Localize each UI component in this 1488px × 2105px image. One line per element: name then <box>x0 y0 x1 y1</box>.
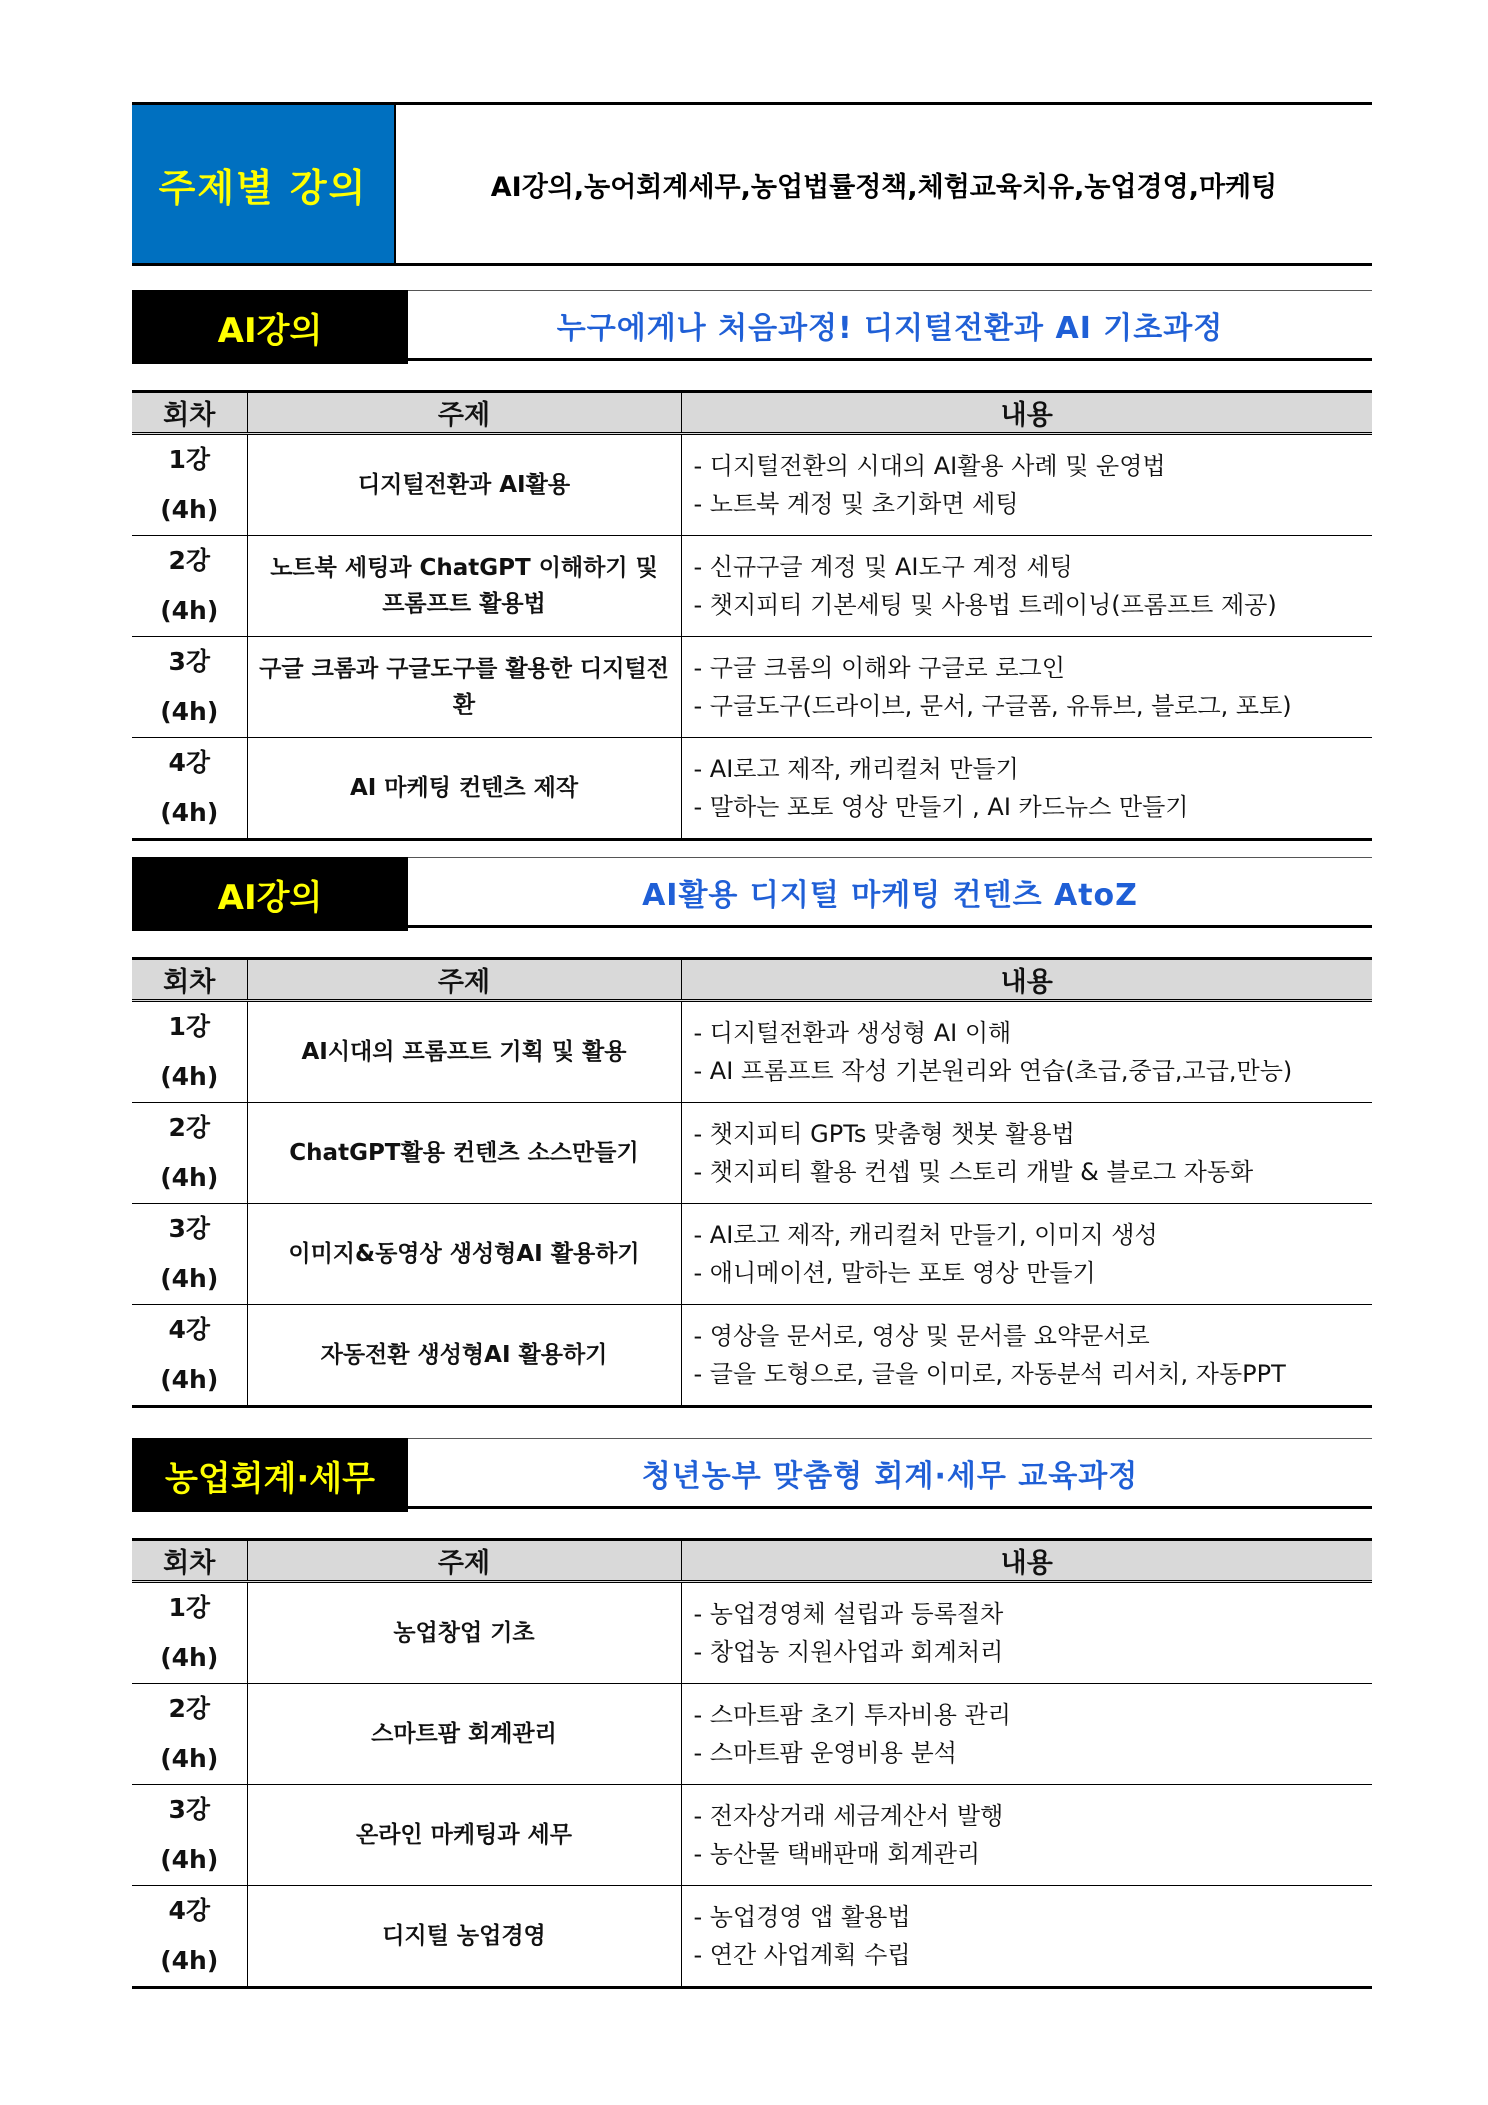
topic-cell: 자동전환 생성형AI 활용하기 <box>247 1305 681 1407</box>
round-hours: (4h) <box>160 1163 219 1192</box>
round-cell <box>132 1886 247 1988</box>
round-hours: (4h) <box>160 1845 219 1874</box>
content-line: - 농산물 택배판매 회계관리 <box>693 1840 981 1868</box>
table-header-row <box>132 959 1372 1001</box>
content-line: - AI 프롬프트 작성 기본원리와 연습(초급,중급,고급,만능) <box>693 1057 1293 1085</box>
section-banner <box>132 290 1372 364</box>
round-hours: (4h) <box>160 495 219 524</box>
round-cell <box>132 1103 247 1204</box>
round-hours: (4h) <box>160 1946 219 1975</box>
table-header-row <box>132 392 1372 434</box>
round-label: 1강 <box>168 445 211 474</box>
round-cell <box>132 1001 247 1103</box>
round-hours: (4h) <box>160 1744 219 1773</box>
content-line: - AI로고 제작, 캐리컬처 만들기 <box>693 755 1019 783</box>
content-line: - 구글도구(드라이브, 문서, 구글폼, 유튜브, 블로그, 포토) <box>693 692 1292 720</box>
topic-cell: 노트북 세팅과 ChatGPT 이해하기 및 프롬프트 활용법 <box>247 536 681 637</box>
content-line: - 창업농 지원사업과 회계처리 <box>693 1638 1004 1666</box>
topic-cell: ChatGPT활용 컨텐츠 소스만들기 <box>247 1103 681 1204</box>
round-cell <box>132 536 247 637</box>
lecture-table <box>132 390 1372 841</box>
round-label: 2강 <box>168 546 211 575</box>
content-line: - 농업경영체 설립과 등록절차 <box>693 1600 1004 1628</box>
section-ai-basic <box>132 290 1372 827</box>
content-cell <box>681 434 1372 536</box>
round-label: 4강 <box>168 748 211 777</box>
content-line: - 글을 도형으로, 글을 이미로, 자동분석 리서치, 자동PPT <box>693 1360 1286 1388</box>
content-cell <box>681 1001 1372 1103</box>
round-hours: (4h) <box>160 1062 219 1091</box>
round-hours: (4h) <box>160 1264 219 1293</box>
content-line: - AI로고 제작, 캐리컬처 만들기, 이미지 생성 <box>693 1221 1158 1249</box>
subject-list: AI강의,농어회계세무,농업법률정책,체험교육치유,농업경영,마케팅 <box>490 171 1278 203</box>
round-label: 1강 <box>168 1012 211 1041</box>
content-line: - 애니메이션, 말하는 포토 영상 만들기 <box>693 1259 1096 1287</box>
round-cell <box>132 1684 247 1785</box>
table-header-row <box>132 1540 1372 1582</box>
section-title: AI활용 디지털 마케팅 컨텐츠 AtoZ <box>408 857 1372 928</box>
round-label: 1강 <box>168 1593 211 1622</box>
topic-cell: 이미지&동영상 생성형AI 활용하기 <box>247 1204 681 1305</box>
round-label: 3강 <box>168 1795 211 1824</box>
content-line: - 챗지피티 GPTs 맞춤형 챗봇 활용법 <box>693 1120 1075 1148</box>
content-line: - 노트북 계정 및 초기화면 세팅 <box>693 490 1019 518</box>
table-row <box>132 536 1372 637</box>
content-cell <box>681 1886 1372 1988</box>
table-row <box>132 738 1372 840</box>
round-label: 3강 <box>168 647 211 676</box>
content-cell <box>681 1785 1372 1886</box>
section-ai-marketing <box>132 857 1372 1394</box>
topic-cell: 농업창업 기초 <box>247 1582 681 1684</box>
header-topic: 주제 <box>247 392 681 434</box>
section-farm-accounting <box>132 1438 1372 1975</box>
lecture-table <box>132 957 1372 1408</box>
content-line: - 디지털전환의 시대의 AI활용 사례 및 운영법 <box>693 452 1166 480</box>
round-cell <box>132 637 247 738</box>
subject-label: 주제별 강의 <box>132 105 396 263</box>
header-content: 내용 <box>681 1540 1372 1582</box>
section-banner <box>132 1438 1372 1512</box>
table-row <box>132 1684 1372 1785</box>
round-hours: (4h) <box>160 1365 219 1394</box>
table-row <box>132 1103 1372 1204</box>
topic-cell: 온라인 마케팅과 세무 <box>247 1785 681 1886</box>
section-tag: 농업회계·세무 <box>132 1438 408 1512</box>
lecture-table <box>132 1538 1372 1989</box>
table-row <box>132 1204 1372 1305</box>
content-line: - 디지털전환과 생성형 AI 이해 <box>693 1019 1012 1047</box>
content-line: - 신규구글 계정 및 AI도구 계정 세팅 <box>693 553 1073 581</box>
section-tag: AI강의 <box>132 857 408 931</box>
header-content: 내용 <box>681 959 1372 1001</box>
table-row <box>132 1001 1372 1103</box>
content-line: - 농업경영 앱 활용법 <box>693 1903 911 1931</box>
topic-cell: 구글 크롬과 구글도구를 활용한 디지털전환 <box>247 637 681 738</box>
content-line: - 스마트팜 운영비용 분석 <box>693 1739 957 1767</box>
content-line: - 전자상거래 세금계산서 발행 <box>693 1802 1004 1830</box>
content-line: - 영상을 문서로, 영상 및 문서를 요약문서로 <box>693 1322 1150 1350</box>
table-row <box>132 1582 1372 1684</box>
content-line: - 챗지피티 활용 컨셉 및 스토리 개발 & 블로그 자동화 <box>693 1158 1254 1186</box>
round-cell <box>132 738 247 840</box>
topic-cell: 디지털 농업경영 <box>247 1886 681 1988</box>
content-cell <box>681 1305 1372 1407</box>
content-cell <box>681 1582 1372 1684</box>
table-row <box>132 434 1372 536</box>
section-title: 청년농부 맞춤형 회계·세무 교육과정 <box>408 1438 1372 1509</box>
round-label: 2강 <box>168 1694 211 1723</box>
topic-cell: 디지털전환과 AI활용 <box>247 434 681 536</box>
round-label: 3강 <box>168 1214 211 1243</box>
round-label: 4강 <box>168 1896 211 1925</box>
content-line: - 구글 크롬의 이해와 구글로 로그인 <box>693 654 1065 682</box>
table-row <box>132 1305 1372 1407</box>
section-title: 누구에게나 처음과정! 디지털전환과 AI 기초과정 <box>408 290 1372 361</box>
round-label: 2강 <box>168 1113 211 1142</box>
content-line: - 연간 사업계획 수립 <box>693 1941 911 1969</box>
table-row <box>132 637 1372 738</box>
header-round: 회차 <box>132 1540 247 1582</box>
content-line: - 챗지피티 기본세팅 및 사용법 트레이닝(프롬프트 제공) <box>693 591 1277 619</box>
content-line: - 말하는 포토 영상 만들기 , AI 카드뉴스 만들기 <box>693 793 1189 821</box>
table-row <box>132 1886 1372 1988</box>
table-row <box>132 1785 1372 1886</box>
content-cell <box>681 1684 1372 1785</box>
section-banner <box>132 857 1372 931</box>
header-content: 내용 <box>681 392 1372 434</box>
topic-cell: AI시대의 프롬프트 기획 및 활용 <box>247 1001 681 1103</box>
round-hours: (4h) <box>160 1643 219 1672</box>
round-cell <box>132 1582 247 1684</box>
round-hours: (4h) <box>160 596 219 625</box>
header-topic: 주제 <box>247 1540 681 1582</box>
topic-cell: AI 마케팅 컨텐츠 제작 <box>247 738 681 840</box>
round-hours: (4h) <box>160 798 219 827</box>
content-cell <box>681 637 1372 738</box>
round-cell <box>132 1785 247 1886</box>
round-hours: (4h) <box>160 697 219 726</box>
round-label: 4강 <box>168 1315 211 1344</box>
round-cell <box>132 1305 247 1407</box>
round-cell <box>132 434 247 536</box>
section-tag: AI강의 <box>132 290 408 364</box>
content-cell <box>681 1204 1372 1305</box>
content-cell <box>681 536 1372 637</box>
header-round: 회차 <box>132 959 247 1001</box>
round-cell <box>132 1204 247 1305</box>
content-cell <box>681 1103 1372 1204</box>
topic-cell: 스마트팜 회계관리 <box>247 1684 681 1785</box>
header-topic: 주제 <box>247 959 681 1001</box>
subject-header <box>132 102 1372 266</box>
header-round: 회차 <box>132 392 247 434</box>
content-cell <box>681 738 1372 840</box>
content-line: - 스마트팜 초기 투자비용 관리 <box>693 1701 1011 1729</box>
